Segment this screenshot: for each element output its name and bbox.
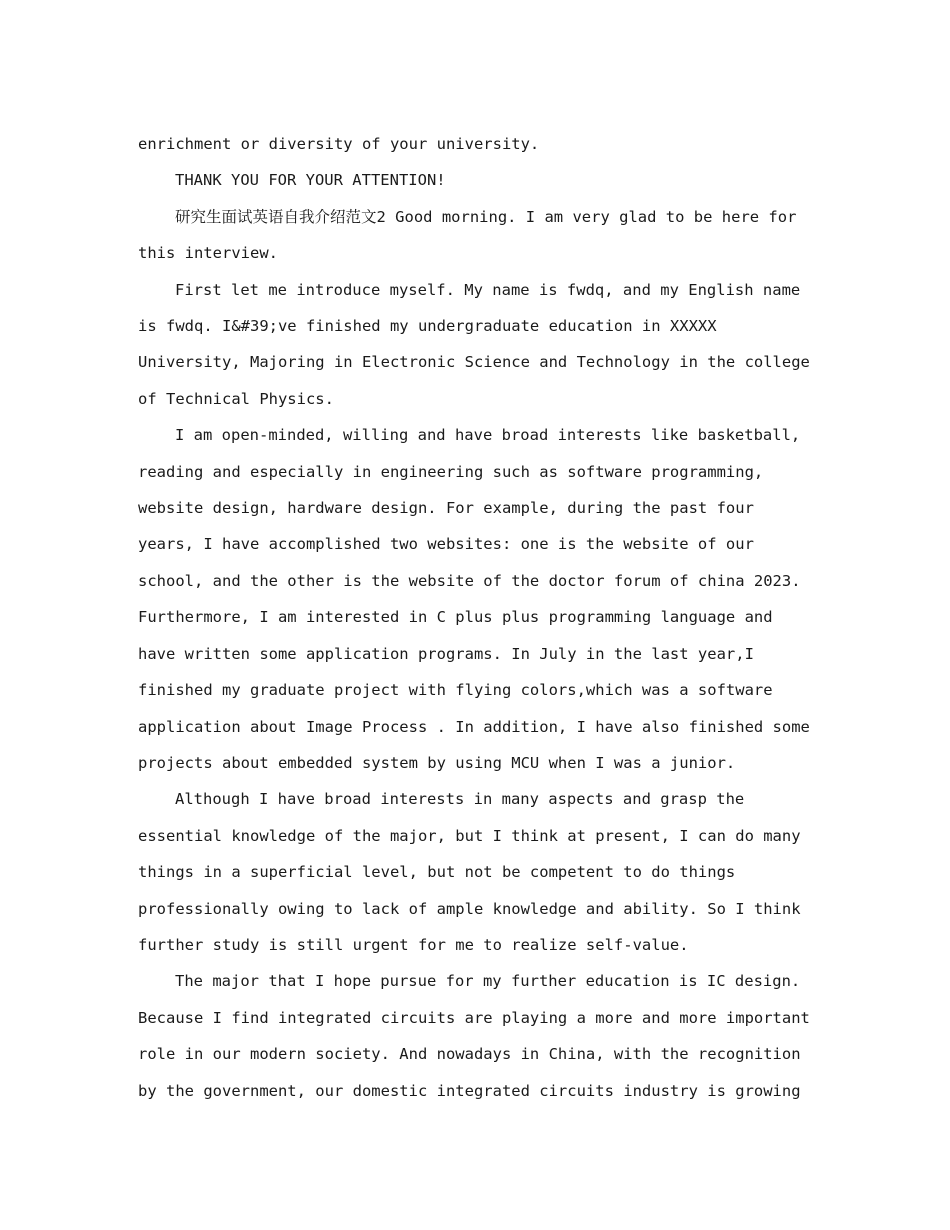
paragraph-interests: I am open-minded, willing and have broad interests like basketball, reading and especially in engineering such as software programming, website design, hardware design. For example, during the past four years, I have accomplished two websites: one is the website of our school, and the other is the website of the doctor forum of china 2023. Furthermore, I am interested in C plus plus programming language and have written some application programs. In July in the last year,I finished my graduate project with flying colors,which was a software application about Image Process . In addition, I have also finished some projects about embedded system by using MCU when I was a junior. — [138, 426, 810, 772]
paragraph-further-study: Although I have broad interests in many aspects and grasp the essential knowledge of the major, but I think at present, I can do many things in a superficial level, but not be competent to do things professionally owing to lack of ample knowledge and ability. So I think further study is still urgent for me to realize self-value. — [138, 790, 801, 954]
document-body — [138, 126, 813, 1109]
paragraph-continuation: enrichment or diversity of your university. — [138, 135, 540, 153]
paragraph-sample-2-heading: 研究生面试英语自我介绍范文2 Good morning. I am very glad to be here for this interview. — [138, 207, 797, 263]
paragraph-ic-design: The major that I hope pursue for my further education is IC design. Because I find integrated circuits are playing a more and more important role in our modern society. And nowadays in China, with the recognition by the government, our domestic integrated circuits industry is growing — [138, 972, 810, 1100]
paragraph-introduction: First let me introduce myself. My name is fwdq, and my English name is fwdq. I&#39;ve finished my undergraduate education in XXXXX University, Majoring in Electronic Science and Technology in the college of Technical Physics. — [138, 280, 810, 408]
paragraph-thank-you: THANK YOU FOR YOUR ATTENTION! — [175, 171, 446, 190]
